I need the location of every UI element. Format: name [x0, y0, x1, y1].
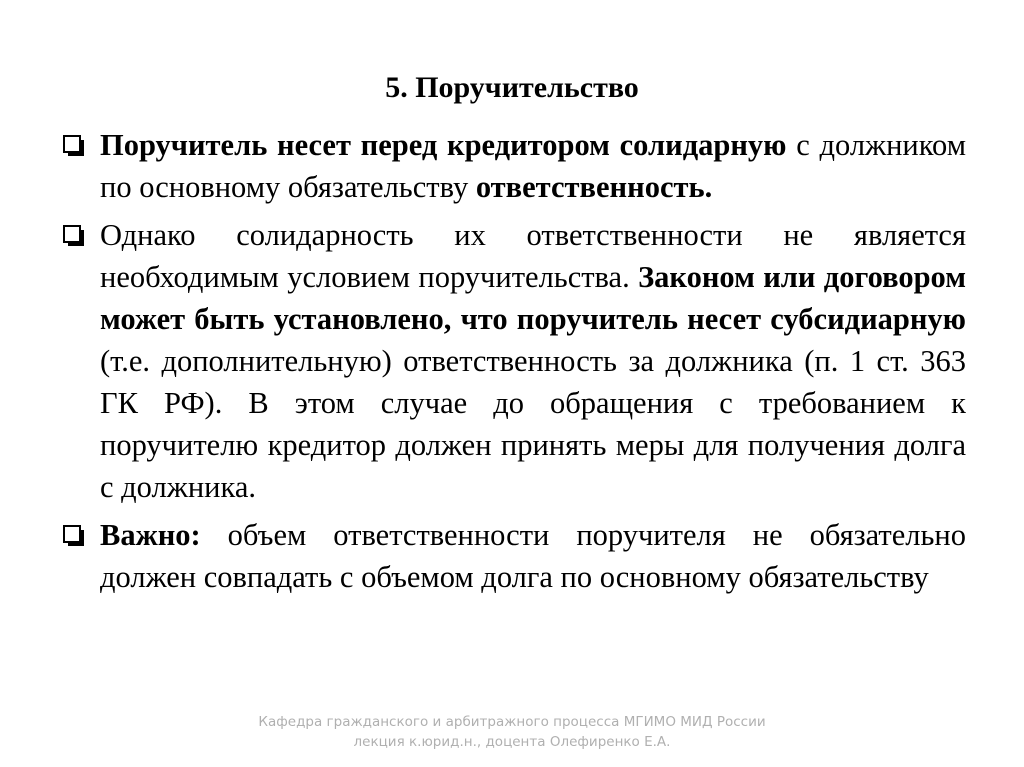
bullet-item: [60, 514, 966, 598]
bullet-text-bold: Законом или договором может быть установлено, что поручитель несет субсидиарную: [100, 260, 966, 336]
bullet-text-bold: Поручитель несет перед кредитором солидарную: [100, 128, 787, 162]
bullet-item: [60, 214, 966, 508]
bullet-text-bold: ответственность.: [475, 170, 713, 204]
footer-line-lecturer: лекция к.юрид.н., доцента Олефиренко Е.А.: [353, 734, 671, 750]
bullet-item: [60, 124, 966, 208]
bullet-text: объем ответственности поручителя не обязательно должен совпадать с объемом долга по основному обязательству: [100, 518, 966, 594]
bullet-text-bold: Важно:: [100, 518, 201, 552]
bullet-list: [60, 124, 966, 604]
checkbox-icon: [63, 525, 85, 547]
bullet-text: с должником по основному обязательству: [100, 128, 966, 204]
checkbox-icon: [63, 225, 85, 247]
footer-line-department: Кафедра гражданского и арбитражного процесса МГИМО МИД России: [258, 714, 766, 730]
footer: [0, 712, 1024, 752]
bullet-text: (т.е. дополнительную) ответственность за должника (п. 1 ст. 363 ГК РФ). В этом случае до обращения с требованием к поручителю кредитор должен принять меры для получения долга с должника.: [100, 344, 966, 504]
slide-title: 5. Поручительство: [385, 71, 639, 104]
bullet-text: Однако солидарность их ответственности не является необходимым условием поручительства.: [100, 218, 966, 294]
checkbox-icon: [63, 135, 85, 157]
